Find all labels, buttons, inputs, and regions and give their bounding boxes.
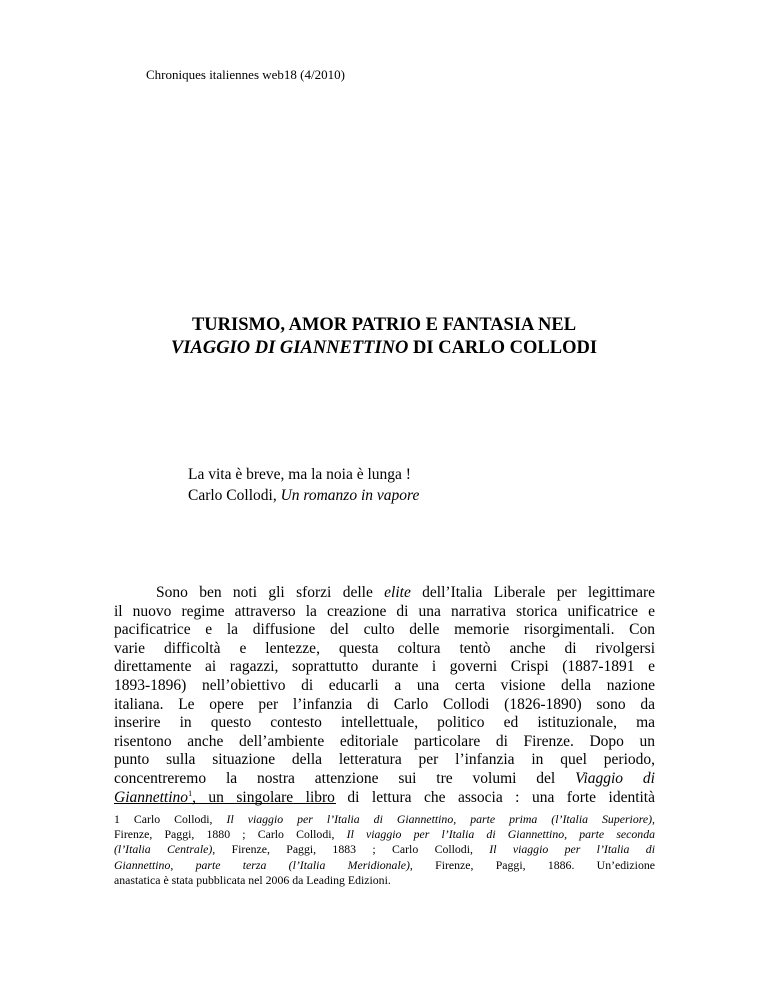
epigraph-work: Un romanzo in vapore bbox=[280, 487, 420, 504]
footnote-line: Giannettino, parte terza (l’Italia Meridionale), Firenze, Paggi, 1886. Un’edizione bbox=[114, 857, 655, 872]
footnote-line: anastatica è stata pubblicata nel 2006 da Leading Edizioni. bbox=[114, 872, 391, 887]
body-line: punto sulla situazione della letteratura per l’infanzia in quel periodo, bbox=[114, 751, 655, 769]
running-header: Chroniques italiennes web18 (4/2010) bbox=[146, 67, 345, 82]
epigraph-quote: La vita è breve, ma la noia è lunga ! bbox=[188, 466, 411, 483]
body-line: pacificatrice e la diffusione del culto delle memorie risorgimentali. Con bbox=[114, 621, 655, 639]
body-line: risentono anche dell’ambiente editoriale particolare di Firenze. Dopo un bbox=[114, 732, 655, 750]
footnote-line: Firenze, Paggi, 1880 ; Carlo Collodi, Il viaggio per l’Italia di Giannettino, parte seconda bbox=[114, 827, 655, 842]
body-line: inserire in questo contesto intellettuale, politico ed istituzionale, ma bbox=[114, 714, 655, 732]
epigraph bbox=[188, 464, 419, 506]
body-line: Giannettino$^1$, un singolare libro di lettura che associa : una forte identità bbox=[114, 788, 655, 806]
title-line-1: TURISMO, AMOR PATRIO E FANTASIA NEL bbox=[191, 315, 577, 335]
title-work-italic: VIAGGIO DI GIANNETTINO bbox=[170, 338, 409, 358]
epigraph-author: Carlo Collodi, bbox=[188, 487, 281, 504]
footnote bbox=[114, 812, 655, 888]
body-line: il nuovo regime attraverso la creazione di una narrativa storica unificatrice e bbox=[114, 602, 655, 620]
italic-title: Giannettino bbox=[114, 788, 189, 806]
italic-term: elite bbox=[384, 584, 411, 601]
epigraph-attribution bbox=[188, 485, 419, 506]
body-paragraph bbox=[114, 584, 655, 807]
body-line: concentreremo la nostra attenzione sui tre volumi del Viaggio di bbox=[114, 769, 655, 787]
body-line: 1893-1896) nell’obiettivo di educarli a una certa visione della nazione bbox=[114, 676, 655, 694]
footnote-divider bbox=[114, 803, 336, 804]
body-line: Sono ben noti gli sforzi delle elite dell’Italia Liberale per legittimare bbox=[156, 584, 655, 601]
italic-title: Viaggio di bbox=[575, 769, 655, 787]
body-line: italiana. Le opere per l’infanzia di Carlo Collodi (1826-1890) sono da bbox=[114, 695, 655, 713]
title-line-2-rest: DI CARLO COLLODI bbox=[408, 338, 598, 358]
footnote-line: 1 Carlo Collodi, Il viaggio per l’Italia di Giannettino, parte prima (l’Italia Superiore), bbox=[114, 812, 655, 826]
title-line-2 bbox=[146, 337, 622, 360]
body-line: direttamente ai ragazzi, soprattutto durante i governi Crispi (1887-1891 e bbox=[114, 658, 655, 676]
footnote-number: 1 bbox=[114, 812, 120, 826]
body-line: varie difficoltà e lentezze, questa coltura tentò anche di rivolgersi bbox=[114, 639, 655, 657]
article-title bbox=[146, 314, 622, 360]
footnote-marker[interactable]: 1 bbox=[188, 788, 193, 798]
footnote-line: (l’Italia Centrale), Firenze, Paggi, 1883 ; Carlo Collodi, Il viaggio per l’Italia di bbox=[114, 842, 655, 857]
